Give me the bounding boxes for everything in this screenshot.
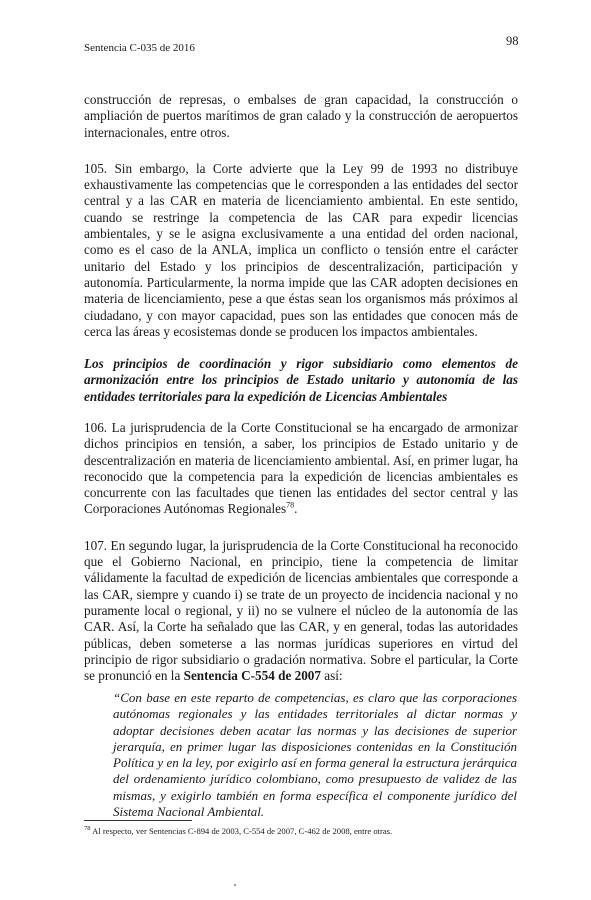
- footnote: [84, 826, 518, 836]
- running-header: Sentencia C-035 de 2016: [84, 42, 195, 54]
- paragraph-106-end: .: [294, 501, 298, 517]
- paragraph-105: 105. Sin embargo, la Corte advierte que la Ley 99 de 1993 no distribuye exhaustivamente las competencias que le corresponden a las entidades del sector central y a las CAR en materia de licenciamiento ambiental. En este sentido, cuando se restringe la competencia de las CAR para expedir licencias ambientales, y se le asigna exclusivamente a una entidad del orden nacional, como es el caso de la ANLA, implica un conflicto o tensión entre el carácter unitario del Estado y los principios de descentralización, participación y autonomía. Particularmente, la norma impide que las CAR adopten decisiones en materia de licenciamiento, pese a que éstas sean los organismos más próximos al ciudadano, y con mayor capacidad, pues son las entidades que conocen más de cerca las áreas y ecosistemas donde se producen los impactos ambientales.: [84, 160, 518, 339]
- body-top: [84, 92, 518, 360]
- paragraph-106: [84, 420, 518, 518]
- paragraph-continuation: construcción de represas, o embalses de gran capacidad, la construcción o ampliación de puertos marítimos de gran calado y la construcción de aeropuertos internacionales, entre otros.: [84, 92, 518, 140]
- scan-speck: [234, 884, 236, 886]
- footnote-mark: 78: [84, 825, 91, 833]
- footnote-text: Al respecto, ver Sentencias C-894 de 2003, C-554 de 2007, C-462 de 2008, entre otras.: [90, 826, 393, 836]
- page-number: 98: [506, 34, 519, 48]
- body-bottom: [84, 420, 518, 704]
- paragraph-107-text: 107. En segundo lugar, la jurisprudencia de la Corte Constitucional ha reconocido que el Gobierno Nacional, en principio, tiene la competencia de limitar válidamente la facultad de expedición de licencias ambientales que corresponde a las CAR, siempre y cuando i) se trate de un proyecto de incidencia nacional y no puramente local o regional, y ii) no se vulnere el núcleo de la autonomía de las CAR. Así, la Corte ha señalado que las CAR, y en general, todas las autoridades públicas, deben someterse a las normas jurídicas superiores en virtud del principio de rigor subsidiario o gradación normativa. Sobre el particular, la Corte se pronunció en la: [84, 537, 518, 684]
- paragraph-106-text: 106. La jurisprudencia de la Corte Constitucional se ha encargado de armonizar dichos principios en tensión, a saber, los principios de Estado unitario y de descentralización en materia de licenciamiento ambiental. Así, en primer lugar, ha reconocido que la competencia para la expedición de licencias ambientales es concurrente con las facultades que tienen las entidades del sector central y las Corporaciones Autónomas Regionales: [84, 420, 518, 517]
- footnote-reference: 78: [286, 501, 295, 511]
- case-citation: Sentencia C-554 de 2007: [183, 668, 321, 684]
- paragraph-107: [84, 538, 518, 685]
- paragraph-107-end: así:: [320, 668, 343, 684]
- section-heading: Los principios de coordinación y rigor subsidiario como elementos de armonización entre los principios de Estado unitario y autonomía de las entidades territoriales para la expedición de Licencias Ambientales: [84, 356, 518, 404]
- footnote-separator: [84, 820, 192, 821]
- block-quote: “Con base en este reparto de competencias, es claro que las corporaciones autónomas regionales y las entidades territoriales al dictar normas y adoptar decisiones deben acatar las normas y las decisiones de superior jerarquía, en primer lugar las disposiciones contenidas en la Constitución Política y en la ley, por exigirlo así en forma general la estructura jerárquica del ordenamiento jurídico colombiano, como presupuesto de validez de las mismas, y exigirlo también en forma específica el componente jurídico del Sistema Nacional Ambiental.: [113, 690, 517, 820]
